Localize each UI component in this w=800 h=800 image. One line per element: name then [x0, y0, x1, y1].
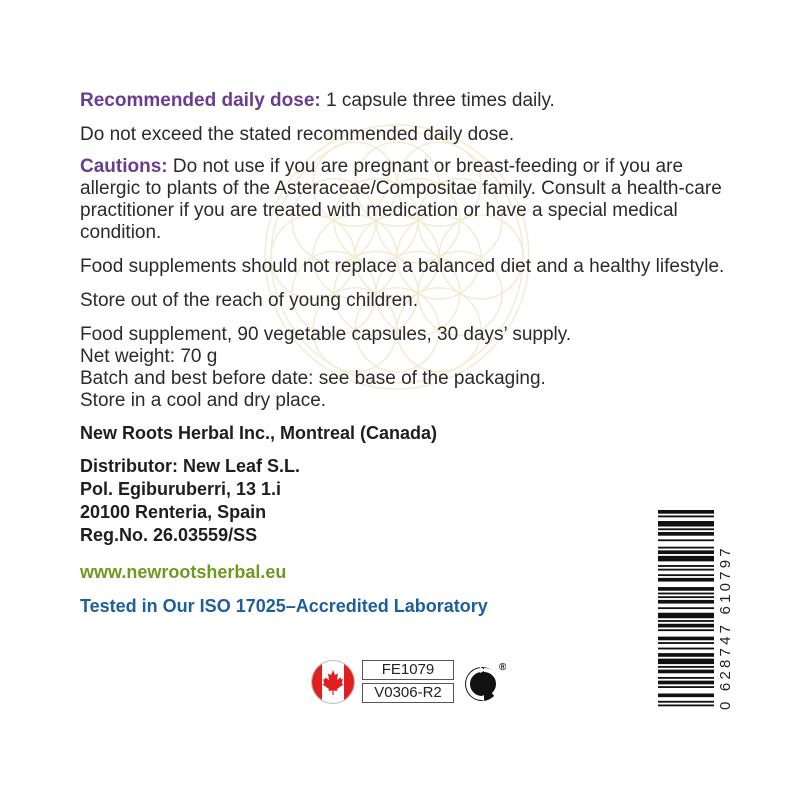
distributor-line: Reg.No. 26.03559/SS	[80, 525, 258, 545]
registered-mark: ®	[499, 662, 506, 673]
code-version: V0306-R2	[362, 683, 454, 703]
cautions-paragraph	[80, 156, 740, 244]
code-fe: FE1079	[362, 660, 454, 680]
barcode-icon	[658, 510, 722, 710]
lab-statement: Tested in Our ISO 17025–Accredited Laboratory	[80, 596, 488, 616]
label-text	[80, 90, 740, 617]
storage-children: Store out of the reach of young children.	[80, 290, 418, 311]
website-link[interactable]: www.newrootsherbal.eu	[80, 562, 287, 582]
dose-warning: Do not exceed the stated recommended daily dose.	[80, 124, 515, 145]
green-dot-recycling-icon	[462, 660, 506, 704]
cautions-label: Cautions:	[80, 156, 168, 177]
dosage-line	[80, 90, 740, 112]
lot-codes	[362, 660, 454, 706]
dosage-label: Recommended daily dose:	[80, 90, 321, 111]
product-info-line: Food supplement, 90 vegetable capsules, 30 days’ supply.	[80, 324, 572, 345]
distributor-line: Distributor: New Leaf S.L.	[80, 456, 301, 476]
product-info-line: Store in a cool and dry place.	[80, 390, 327, 411]
supplement-note: Food supplements should not replace a balanced diet and a healthy lifestyle.	[80, 256, 725, 277]
distributor-line: Pol. Egiburuberri, 13 1.i	[80, 479, 282, 499]
cautions-text: Do not use if you are pregnant or breast-feeding or if you are allergic to plants of the Asteraceae/Compositae family. Consult a health-care practitioner if you are treated with medication or have a special medical condition.	[80, 156, 722, 243]
dosage-text: 1 capsule three times daily.	[320, 90, 555, 111]
product-info-line: Net weight: 70 g	[80, 346, 218, 367]
canada-flag-icon	[311, 660, 355, 704]
distributor-line: 20100 Renteria, Spain	[80, 502, 267, 522]
barcode-number: 0 628747 610797	[717, 545, 734, 710]
product-info-line: Batch and best before date: see base of the packaging.	[80, 368, 546, 389]
manufacturer: New Roots Herbal Inc., Montreal (Canada)	[80, 423, 438, 443]
